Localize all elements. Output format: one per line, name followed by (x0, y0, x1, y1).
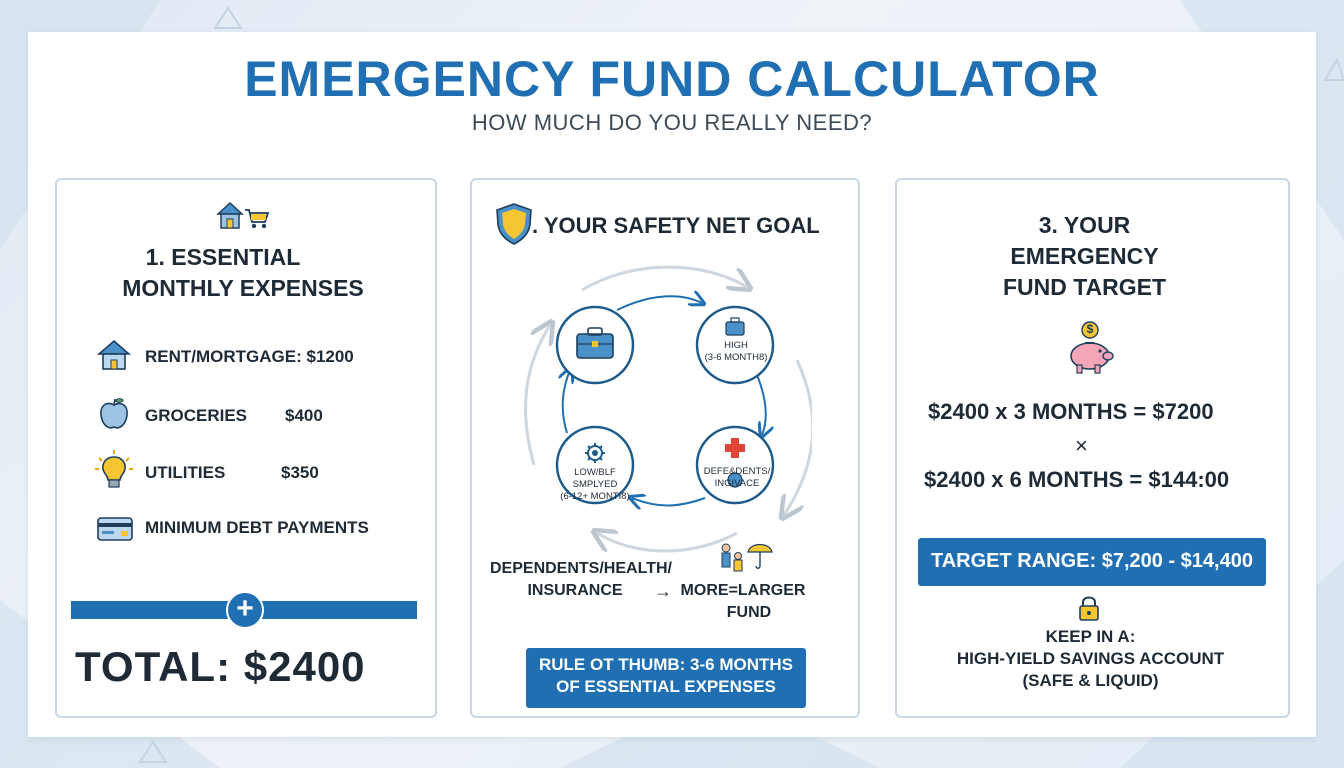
house-icon (97, 338, 131, 372)
family-umbrella-icon (718, 542, 774, 578)
more-line1: MORE=LARGER (680, 582, 806, 599)
dependents-line1: DEPENDENTS/HEALTH/ (490, 560, 672, 577)
lock-icon (1078, 594, 1100, 622)
target-range-box: TARGET RANGE: $7,200 - $14,400 (918, 538, 1266, 586)
expenses-panel (55, 178, 437, 718)
rent-label: RENT/MORTGAGE: $1200 (145, 347, 354, 366)
expenses-heading-line2: MONTHLY EXPENSES (122, 275, 364, 301)
dependents-line2: INSURANCE (527, 582, 623, 599)
coin-symbol: $ (1086, 322, 1094, 336)
page-subtitle: HOW MUCH DO YOU REALLY NEED? (471, 110, 873, 135)
low-risk-line1: LOW/BLF SMPLYED (572, 467, 618, 490)
target-heading-line3: FUND TARGET (1002, 274, 1167, 300)
shield-icon (494, 202, 534, 246)
plus-symbol: + (236, 592, 254, 625)
dependents-node-line1: DEFE&DENTS/ (703, 466, 771, 477)
keep-line2: HIGH-YIELD SAVINGS ACCOUNT (956, 649, 1225, 668)
expenses-heading-line1: 1. ESSENTIAL (145, 244, 301, 270)
rule-line1: RULE OT THUMB: 3-6 MONTHS (538, 655, 794, 674)
rule-line2: OF ESSENTIAL EXPENSES (556, 677, 776, 696)
more-line2: FUND (726, 604, 772, 621)
utilities-label: UTILITIES (145, 463, 226, 482)
rule-of-thumb-box (526, 648, 806, 708)
high-risk-line2: (3-6 MONTH8) (704, 352, 768, 363)
target-heading-line2: EMERGENCY (1010, 243, 1159, 269)
house-cart-icon (215, 200, 271, 232)
dependents-node-line2: INGIVACE (714, 478, 760, 489)
keep-line1: KEEP IN A: (1045, 627, 1136, 646)
target-heading-line1: 3. YOUR (1038, 212, 1131, 238)
target-panel (895, 178, 1290, 718)
low-risk-line2: (6-12+ MONTI8) (560, 491, 630, 502)
debt-label: MINIMUM DEBT PAYMENTS (145, 518, 369, 537)
credit-card-icon (97, 516, 133, 542)
formula-three-months: $2400 x 3 MONTHS = $7200 (928, 399, 1214, 424)
utilities-value: $350 (281, 463, 319, 482)
lightbulb-icon (95, 450, 133, 492)
groceries-label: GROCERIES (145, 406, 248, 425)
arrow-icon: → (654, 581, 672, 601)
safety-net-panel (470, 178, 860, 718)
groceries-value: $400 (285, 406, 323, 425)
formula-six-months: $2400 x 6 MONTHS = $144:00 (924, 467, 1230, 492)
total-amount: TOTAL: $2400 (75, 643, 366, 690)
high-risk-line1: HIGH (724, 340, 748, 351)
safety-net-cycle-diagram (522, 265, 812, 555)
apple-icon (97, 396, 131, 432)
safety-net-heading: . YOUR SAFETY NET GOAL (532, 213, 820, 238)
times-symbol: × (1075, 433, 1088, 458)
gear-icon (585, 443, 605, 463)
page-title: EMERGENCY FUND CALCULATOR (244, 51, 1100, 107)
keep-line3: (SAFE & LIQUID) (1022, 671, 1159, 690)
plus-badge (226, 591, 264, 629)
